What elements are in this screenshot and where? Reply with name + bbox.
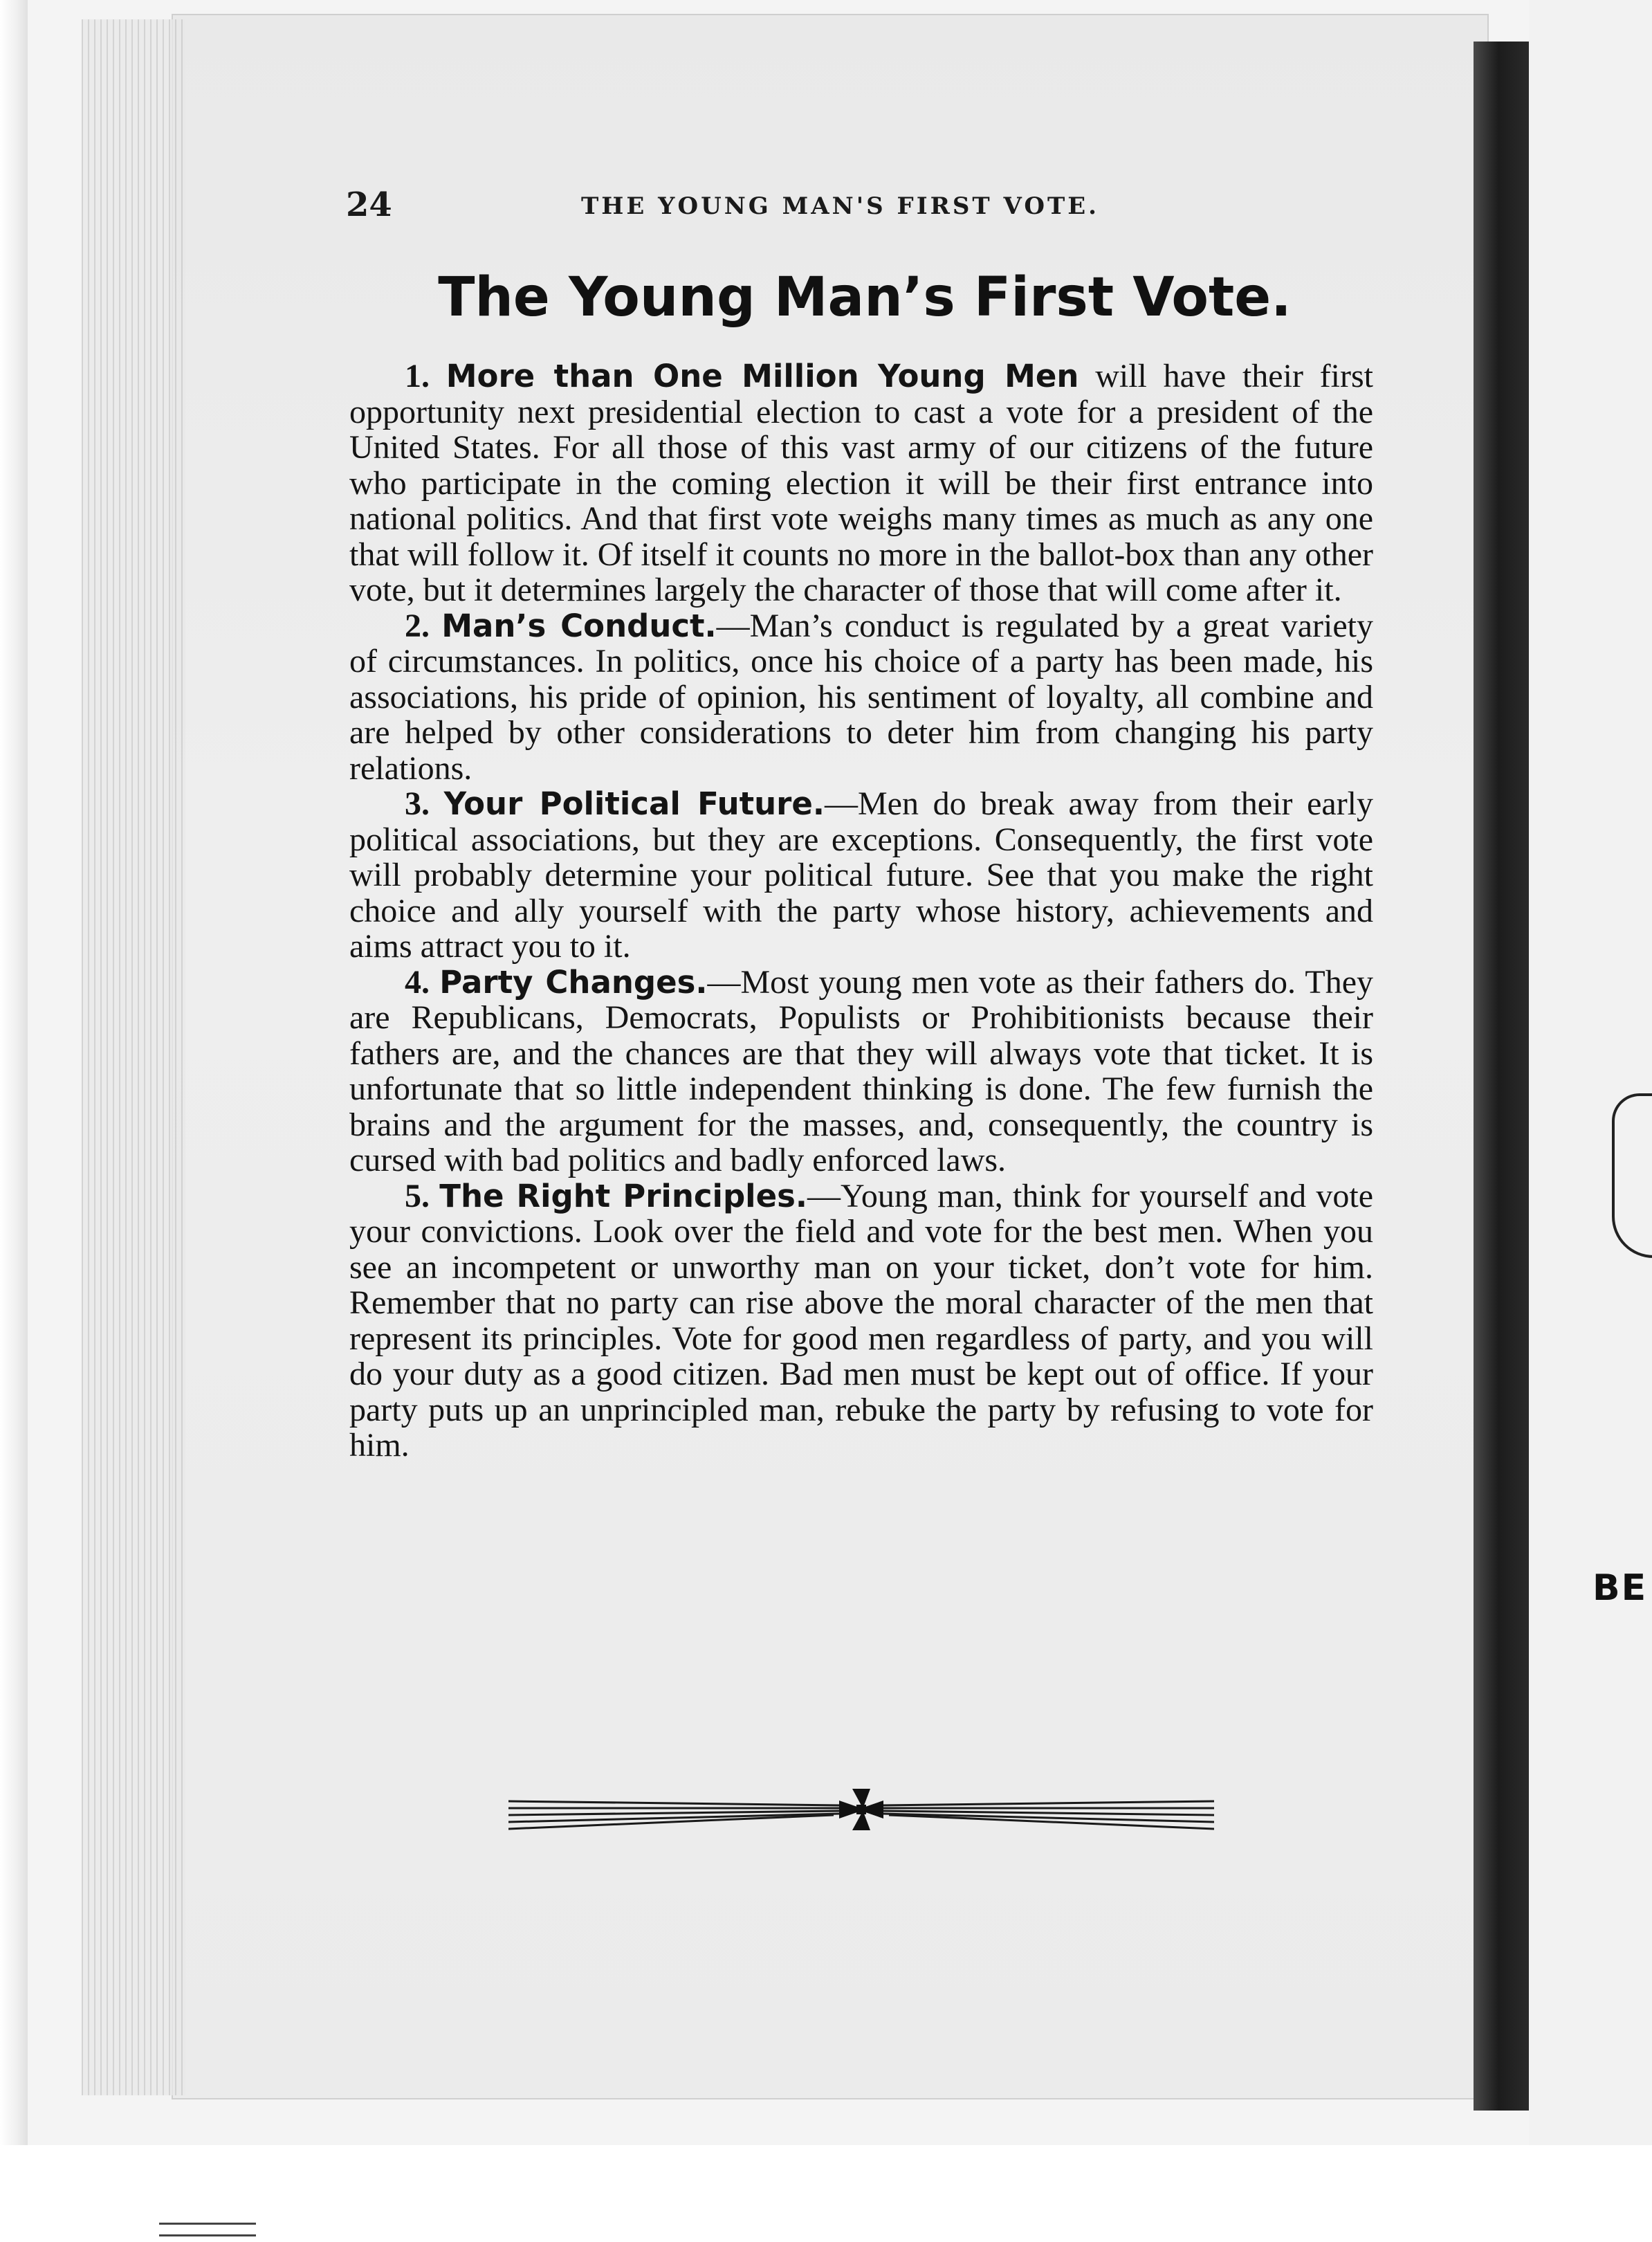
paragraph-number: 1. (405, 358, 430, 394)
paragraph-number: 3. (405, 785, 430, 822)
paragraph-heading: Party Changes. (439, 963, 708, 1001)
facing-page-fragment: BE (1593, 1567, 1648, 1609)
rule-lines-right (882, 1801, 1214, 1829)
paragraph-2 (349, 608, 1373, 787)
article-body (349, 358, 1373, 1464)
facing-page-ornament (1612, 1093, 1652, 1258)
paragraph-3 (349, 786, 1373, 965)
page-title: The Young Man’s First Vote. (438, 266, 1292, 329)
paragraph-text: —Man’s conduct is regulated by a great variety of circumstances. In politics, once his choice of a party has been made, his associations, his pride of opinion, his sentiment of loyalty, all combine and are helped by other considerations to deter him from changing his party relations. (349, 607, 1374, 787)
paragraph-heading: Your Political Future. (443, 785, 825, 822)
paragraph-text: —Men do break away from their early political associations, but they are exceptions. Consequently, the first vote will probably determine your political future. See that you make the right choice and ally yourself with the party whose history, achievements and aims attract you to it. (349, 785, 1374, 965)
paragraph-text: will have their first opportunity next presidential election to cast a vote for a president of the United States. For all those of this vast army of our citizens of the future who participate in the coming election it will be their first entrance into national politics. And that first vote weighs many times as much as any one that will follow it. Of itself it counts no more in the ballot-box than any other vote, but it determines largely the character of those that will come after it. (349, 358, 1373, 608)
paragraph-text: —Young man, think for yourself and vote your convictions. Look over the field and vote for the best men. When you see an incompetent or unworthy man on your ticket, don’t vote for him. Remember that no party can rise above the moral character of the men that represent its principles. Vote for good men regardless of party, and you will do your duty as a good citizen. Bad men must be kept out of office. If your party puts up an unprincipled man, rebuke the party by refusing to vote for him. (349, 1177, 1374, 1464)
paragraph-number: 5. (405, 1177, 430, 1214)
paragraph-5 (349, 1178, 1373, 1464)
paragraph-text: —Most young men vote as their fathers do. They are Republicans, Democrats, Populists or Prohibitionists because their fathers are, and the chances are that they will always vote that ticket. It is unfortunate that so little independent thinking is done. The few furnish the brains and the argument for the masses, and, consequently, the country is cursed with bad politics and badly enforced laws. (349, 963, 1373, 1178)
paragraph-number: 4. (405, 963, 430, 1001)
scan-bottom-mark (159, 2223, 256, 2236)
rule-lines-left (508, 1801, 841, 1829)
scan-left-edge (0, 0, 28, 2242)
page-number: 24 (346, 185, 392, 224)
paragraph-number: 2. (405, 607, 430, 644)
paragraph-heading: The Right Principles. (439, 1177, 808, 1214)
paragraph-4 (349, 965, 1373, 1178)
page-stack-edges (82, 19, 185, 2095)
paragraph-heading: More than One Million Young Men (446, 358, 1079, 394)
running-title: THE YOUNG MAN'S FIRST VOTE. (581, 192, 1100, 220)
ornamental-rule (508, 1775, 1214, 1844)
paragraph-heading: Man’s Conduct. (441, 607, 717, 644)
paragraph-1 (349, 358, 1373, 608)
book-gutter (1474, 42, 1529, 2111)
maltese-cross-icon (839, 1789, 883, 1830)
